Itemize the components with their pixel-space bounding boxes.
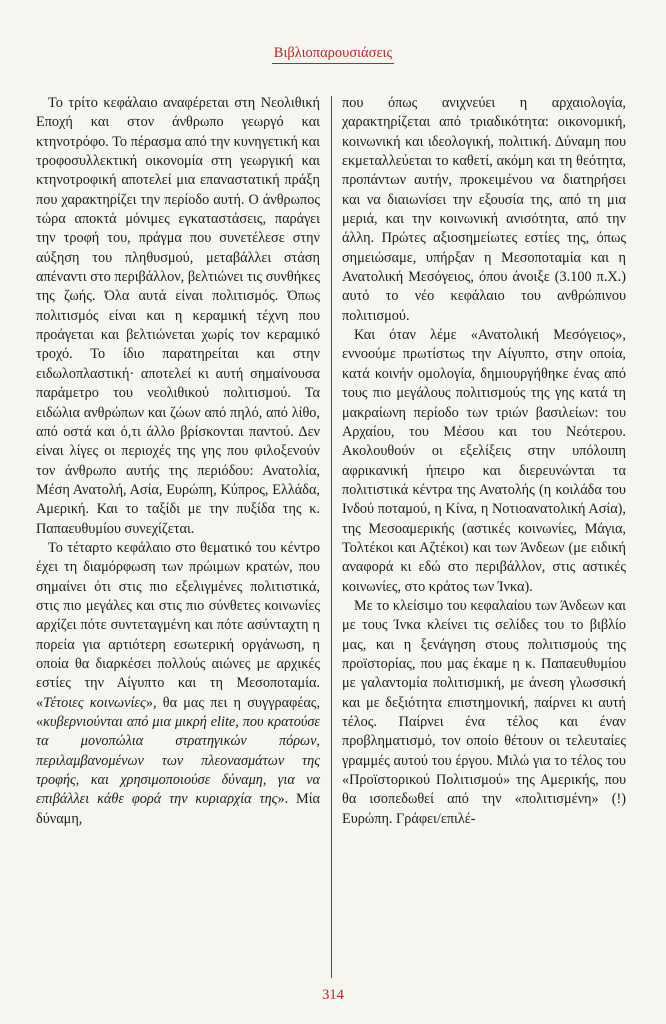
page-number: 314 (322, 987, 344, 1003)
paragraph: Με το κλείσιμο του κεφαλαίου των Άνδεων και με τους Ίνκα κλείνει τις σελίδες του το βιβλίο μας, και η ξενάγηση στους πολιτισμούς της προϊστορίας, που μας έκαμε η κ. Παπαευθυμίου με γαλαντομία πολιτισμική, με άνεση γλωσσική και με δεξιότητα επιστημονική, παίρνει κι αυτή τέλος. Παίρνει ένα τέλος και έναν προβληματισμό, τον οποίο θέτουν οι τελευταίες γραμμές αυτού του έργου. Μιλώ για το τέλος του «Προϊστορικού Πολιτισμού» της Αμερικής, που θα ισοπεδωθεί από την «πολιτισμένη» (!) Ευρώπη. Γράφει/επιλέ- (342, 597, 626, 827)
quote-italic: Τέτοιες κοινωνίες (43, 694, 146, 711)
paragraph: Το τέταρτο κεφάλαιο στο θεματικό του κέντρο έχει τη διαμόρφωση των πρώιμων κρατών, που σημαίνει ότι στις πιο εξελιγμένες πολιτιστικά, στις πιο μεγάλες και στις πιο σύνθετες κοινωνίες αρχίζει πότε συντεταγμένη και πότε ασύνταχτη η πορεία για αρτιότερη εσωτερική οργάνωση, η οποία θα διαρκέσει πολλούς αιώνες με αρχικές εστίες την Αίγυπτο και τη Μεσοποταμία. «Τέτοιες κοινωνίες», θα μας πει η συγγραφέας, «κυβερνιούνται από μια μικρή elite, που κρατούσε τα μονοπώλια στρατηγικών πόρων, περιλαμβανομένων των πλεονασμάτων της τροφής, και χρησιμοποιούσε δύναμη, για να επιβάλλει κάθε φορά την κυριαρχία της». Μία δύναμη, (36, 539, 321, 827)
quote-italic: κυβερνιούνται από μια μικρή elite, που κρατούσε τα μονοπώλια στρατηγικών πόρων, περιλαμβανομένων των πλεονασμάτων της τροφής, και χρησιμοποιούσε δύναμη, για να επιβάλλει κάθε φορά την κυριαρχία της (36, 714, 320, 808)
right-column (342, 94, 626, 829)
column-divider (331, 96, 332, 978)
left-column (36, 94, 320, 829)
running-header (0, 45, 666, 62)
section-title: Βιβλιοπαρουσιάσεις (272, 45, 394, 64)
paragraph-continued: που όπως ανιχνεύει η αρχαιολογία, χαρακτηρίζεται από τριαδικότητα: οικονομική, κοινωνική και ιδεολογική, πολιτική. Δύναμη που εκμεταλλεύεται το καθετί, ακόμη και τη θεότητα, προπάντων αυτήν, προκειμένου να διατηρήσει και να διαιωνίσει την εξουσία της, από τη μια μεριά, και την κοινωνική ανισότητα, από την άλλη. Πρώτες αξιοσημείωτες εστίες της, όπως σημειώσαμε, υπήρξαν η Μεσοποταμία και η Ανατολική Μεσόγειος, όπου άνοιξε (3.100 π.Χ.) αυτό το νέο κεφάλαιο του ανθρώπινου πολιτισμού. (342, 95, 626, 324)
paragraph: Το τρίτο κεφάλαιο αναφέρεται στη Νεολιθική Εποχή και στον άνθρωπο γεωργό και κτηνοτρόφο. Το πέρασμα από την κυνηγετική και τροφοσυλλεκτική οικονομία στη γεωργική και κτηνοτροφική αποτελεί μια επαναστατική πράξη που χαρακτηρίζει την περίοδο αυτή. Ο άνθρωπος τώρα αποκτά μόνιμες εγκαταστάσεις, παράγει την τροφή του, πράγμα που συνετέλεσε στην αύξηση του πληθυσμού, μεταβάλλει στάση απέναντι στο περιβάλλον, βελτιώνει τις συνθήκες της ζωής. Όλα αυτά είναι πολιτισμός. Όπως πολιτισμός είναι και η κεραμική τέχνη που προάγεται και βελτιώνεται χωρίς τον κεραμικό τροχό. Το ίδιο παρατηρείται και στην ειδωλοπλαστική· αποτελεί κι αυτή σημαίνουσα παράμετρο του νεολιθικού πολιτισμού. Τα ειδώλια ανθρώπων και ζώων από πηλό, από λίθο, από οστά και ό,τι άλλο βρίσκονται παντού. Δεν είναι λίγες οι περιοχές της γης που φιλοξενούν τον άνθρωπο αυτής της περιόδου: Ανατολία, Μέση Ανατολή, Ασία, Ευρώπη, Κύπρος, Ελλάδα, Αμερική. Και το ταξίδι με την πυξίδα της κ. Παπαευθυμίου συνεχίζεται. (36, 95, 320, 537)
paragraph: Και όταν λέμε «Ανατολική Μεσόγειος», εννοούμε πρωτίστως την Αίγυπτο, στην οποία, κατά κοινήν ομολογία, δημιουργήθηκε ένας από τους πιο μεγάλους πολιτισμούς της γης κατά τη μακραίωνη περίοδο των τριών βασιλείων: του Αρχαίου, του Μέσου και του Νεότερου. Ακολουθούν οι εξελίξεις στην υπόλοιπη αφρικανική ήπειρο και διερευνώνται τα πολιτιστικά κέντρα της Ανατολής (η κοιλάδα του Ινδού ποταμού, η Κίνα, η Νοτιοανατολική Ασία), της Μεσοαμερικής (αστικές κοινωνίες, Μάγια, Τολτέκοι και Αζτέκοι) και των Άνδεων (με ειδική αναφορά κι εδώ στο περιβάλλον, στις αστικές κοινωνίες, στο κράτος των Ίνκα). (342, 327, 626, 595)
